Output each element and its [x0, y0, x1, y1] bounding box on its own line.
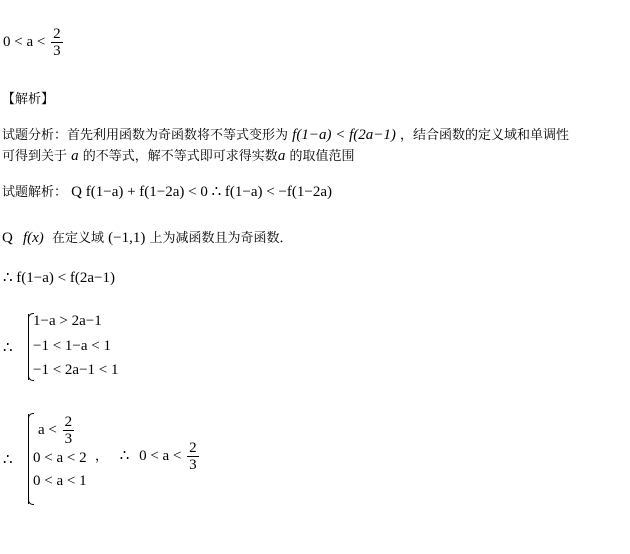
solution-line-3: ∴ f(1−a) < f(2a−1): [3, 270, 115, 286]
analysis-line-2: [2, 145, 354, 165]
answer-prefix: 0 < a <: [3, 33, 46, 50]
analysis-var-a2: a: [277, 148, 286, 164]
final-comma: ，: [95, 448, 109, 464]
answer-numerator: 2: [53, 26, 61, 42]
analysis-text-1: 首先利用函数为奇函数将不等式变形为: [67, 128, 289, 143]
analysis-text-3: 可得到关于: [2, 149, 68, 164]
analysis-expr-1: f(1−a) < f(2a−1): [292, 127, 396, 143]
solution-text-domain-post: 上为减函数且为奇函数．: [149, 231, 293, 246]
analysis-label: 试题分析：: [2, 128, 68, 143]
solution-line-2: [2, 227, 292, 247]
final-prefix: 0 < a <: [139, 447, 182, 464]
analysis-text-2: ，结合函数的定义域和单调性: [400, 128, 570, 143]
solution-q: Q: [2, 230, 13, 246]
final-therefore: ∴: [119, 447, 130, 464]
system-2-row-1-fraction: [63, 414, 75, 447]
system-2-row-1-numerator: 2: [64, 414, 73, 430]
answer-line: [3, 26, 65, 59]
system-2-row-1-denominator: 3: [64, 431, 73, 447]
system-1-row-2: −1 < 1−a < 1: [33, 338, 111, 354]
solution-fx: f(x): [22, 230, 44, 246]
system-2-row-2: 0 < a < 2: [33, 450, 87, 466]
therefore-1: ∴: [3, 340, 13, 356]
therefore-2: ∴: [3, 452, 13, 468]
analysis-text-5: 的取值范围: [289, 149, 355, 164]
analysis-text-4: 的不等式，解不等式即可求得实数: [82, 149, 278, 164]
system-1-brace: [28, 314, 29, 380]
solution-domain: (−1,1): [108, 230, 146, 246]
solution-label: 试题解析：: [2, 185, 68, 200]
analysis-var-a: a: [71, 148, 79, 164]
final-denominator: 3: [189, 457, 197, 473]
analysis-header: 【解析】: [2, 92, 55, 107]
solution-line-1: [2, 181, 332, 201]
system-1-row-3: −1 < 2a−1 < 1: [33, 362, 119, 378]
system-2-row-1-prefix: a <: [38, 421, 57, 438]
final-fraction: [187, 440, 199, 473]
system-2-row-3: 0 < a < 1: [33, 473, 87, 489]
solution-expr-1: Q f(1−a) + f(1−2a) < 0 ∴ f(1−a) < −f(1−2a): [71, 184, 333, 200]
answer-denominator: 3: [53, 43, 61, 59]
analysis-line-1: [2, 124, 569, 144]
system-2-row-1: [38, 414, 76, 447]
system-2-brace: [28, 414, 29, 504]
final-result: [95, 440, 201, 473]
answer-fraction: [51, 26, 63, 59]
final-numerator: 2: [189, 440, 197, 456]
system-1-row-1: 1−a > 2a−1: [33, 313, 102, 329]
solution-text-domain-pre: 在定义域: [51, 231, 104, 246]
